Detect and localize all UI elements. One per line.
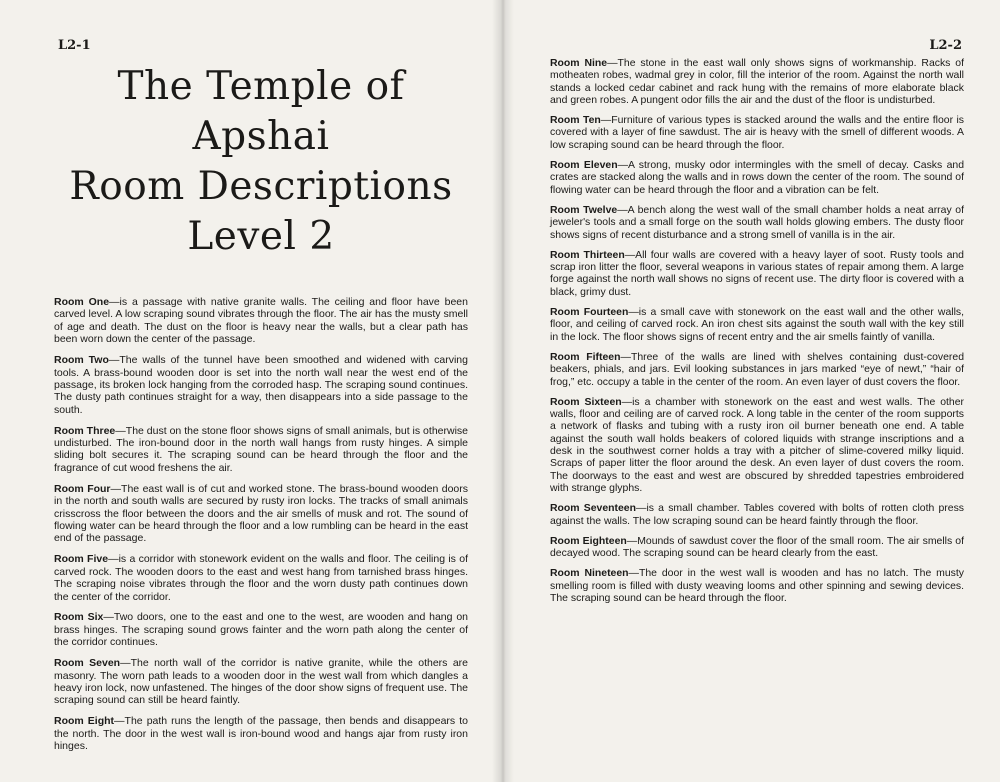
room-text: Furniture of various types is stacked around the walls and the entire floor is covered with a layer of fine sawdust. The air is heavy with the smell of different woods. A low scraping sound can be heard through the floor. (550, 115, 964, 151)
room-entry: Room Eight—The path runs the length of the passage, then bends and disappears to the north. The door in the west wall is iron-bound wood and hangs ajar from rusty iron hinges. (54, 715, 468, 753)
room-text: Three of the walls are lined with shelves containing dust-covered beakers, phials, and jars. Evil looking substances in jars marked “eye of newt,” “hair of frog,” etc. occupy a table in the center of the room. An even layer of dust covers the floor. (550, 351, 964, 388)
page-title (54, 62, 468, 262)
room-name: Room Nine (550, 58, 608, 69)
room-name: Room Fifteen (550, 351, 621, 363)
right-page (498, 0, 1000, 782)
room-name: Room One (54, 296, 110, 308)
room-text: is a chamber with stonework on the east and west walls. The other walls, floor and ceiling are of carved rock. A long table in the center of the room supports a network of flasks and tubing with a rusty iron oil burner beneath one end. A table against the south wall holds beakers of colored liquids with strange inscriptions and a desk in the southwest corner holds a tray with a pitcher of slime-covered milky liquid. Scraps of paper litter the floor around the desk. An even layer of dust covers the room. The doorways to the east and west are obscured by shredded tapestries embroidered with strange glyphs. (550, 396, 964, 494)
right-page-number: L2-2 (929, 38, 962, 53)
room-entry: Room Fourteen—is a small cave with stonework on the east wall and the other walls, floor, and ceiling of carved rock. An iron chest sits against the south wall with the key still in the lock. The floor shows signs of recent entry and the air smells faintly of vanilla. (550, 307, 965, 343)
left-page (0, 0, 498, 782)
room-text: is a small chamber. Tables covered with bolts of rotten cloth press against the walls. The low scraping sound can be heard faintly through the floor. (550, 503, 965, 527)
room-entry: Room Nineteen—The door in the west wall is wooden and has no latch. The musty smelling room is filled with dusty weaving looms and other spinning and sewing devices. The scraping sound can be heard through the floor. (550, 568, 964, 604)
room-name: Room Twelve (550, 204, 618, 216)
room-name: Room Fourteen (550, 307, 629, 319)
room-entry: Room Six—Two doors, one to the east and one to the west, are wooden and hang on brass hinges. The scraping sound grows fainter and the worn path along the center of the corridor continues. (54, 611, 468, 649)
room-text: is a passage with native granite walls. The ceiling and floor have been carved level. A low scraping sound vibrates through the floor. The air has the musty smell of age and death. The dust on the floor is heavy near the walls, but a clear path has been worn down the center of the passage. (54, 296, 468, 346)
room-text: A strong, musky odor intermingles with the smell of decay. Casks and crates are stacked along the walls and in rows down the center of the room. The sound of flowing water can be heard through the floor and a vibration can be felt. (550, 160, 965, 196)
room-text: The north wall of the corridor is native granite, while the others are masonry. The worn path leads to a wooden door in the west wall from which dangles a heavy iron lock, now unfastened. The hinges of the door show signs of frequent use. The scraping sound can still be heard faintly. (54, 657, 468, 707)
room-entry: Room Twelve—A bench along the west wall of the small chamber holds a neat array of jeweler's tools and a small forge on the south wall holds glowing embers. The dusty floor shows signs of recent disturbance and a strong smell of vanilla is in the air. (550, 204, 964, 241)
room-name: Room Nineteen (550, 568, 629, 580)
room-name: Room Seventeen (550, 503, 636, 515)
room-text: is a corridor with stonework evident on the walls and floor. The ceiling is of carved rock. The wooden doors to the east and west hang from tarnished brass hinges. The scraping noise vibrates through the floor and the worn dusty path continues down the center of the corridor. (54, 553, 468, 603)
room-entry: Room Four—The east wall is of cut and worked stone. The brass-bound wooden doors in the north and south walls are secured by rusty iron locks. The tracks of small animals crisscross the floor between the doors and the air smells of musk and rot. The sound of flowing water can be heard through the floor and a low rumbling can be heard in the east end of the passage. (54, 482, 469, 545)
room-text: The east wall is of cut and worked stone. The brass-bound wooden doors in the north and south walls are secured by rusty iron locks. The tracks of small animals crisscross the floor between the doors and the air smells of musk and rot. The sound of flowing water can be heard through the floor and a low rumbling can be heard in the east end of the passage. (54, 482, 469, 545)
room-name: Room Six (54, 611, 104, 624)
room-entry: Room Ten—Furniture of various types is stacked around the walls and the entire floor is covered with a layer of fine sawdust. The air is heavy with the smell of different woods. A low scraping sound can be heard through the floor. (550, 115, 964, 151)
room-text: The dust on the stone floor shows signs of small animals, but is otherwise undisturbed. The iron-bound door in the north wall hangs from rusty hinges. A simple sliding bolt secures it. The scraping sound can be heard through the floor and the fragrance of cut wood freshens the air. (54, 424, 468, 474)
room-text: A bench along the west wall of the small chamber holds a neat array of jeweler's tools and a small forge on the south wall holds glowing embers. The dusty floor shows signs of recent disturbance and a strong smell of vanilla is in the air. (550, 204, 964, 241)
room-name: Room Eleven (550, 160, 618, 172)
room-entry: Room One—is a passage with native granite walls. The ceiling and floor have been carved level. A low scraping sound vibrates through the floor. The air has the musty smell of age and death. The dust on the floor is heavy near the walls, but a clear path has been worn down the center of the passage. (54, 296, 468, 346)
room-name: Room Eighteen (550, 535, 627, 547)
room-name: Room Thirteen (550, 249, 625, 261)
room-text: Two doors, one to the east and one to the west, are wooden and hang on brass hinges. The scraping sound grows fainter and the worn path along the center of the corridor continues. (54, 611, 468, 649)
room-entry: Room Nine—The stone in the east wall only shows signs of workmanship. Racks of motheaten robes, wadmal grey in color, fill the interior of the room. Against the north wall stands a locked cedar cabinet and rack hung with the remains of more elaborate black and green robes. A pungent odor fills the air and the dust of the floor is undisturbed. (550, 58, 964, 106)
room-entry: Room Seven—The north wall of the corridor is native granite, while the others are masonry. The worn path leads to a wooden door in the west wall from which dangles a heavy iron lock, now unfastened. The hinges of the door show signs of frequent use. The scraping sound can still be heard faintly. (54, 657, 468, 707)
title-line: Level 2 (187, 214, 335, 259)
left-room-list (54, 296, 468, 753)
room-text: The path runs the length of the passage, then bends and disappears to the north. The door in the west wall is iron-bound wood and hangs ajar from rusty iron hinges. (54, 715, 468, 753)
room-name: Room Two (54, 354, 109, 367)
room-entry: Room Eleven—A strong, musky odor intermingles with the smell of decay. Casks and crates are stacked along the walls and in rows down the center of the room. The sound of flowing water can be heard through the floor and a vibration can be felt. (550, 160, 965, 196)
room-name: Room Seven (54, 657, 121, 670)
room-entry: Room Sixteen—is a chamber with stonework on the east and west walls. The other walls, floor and ceiling are of carved rock. A long table in the center of the room supports a network of flasks and tubing with a rusty iron oil burner beneath one end. A table against the south wall holds beakers of colored liquids with strange inscriptions and a desk in the southwest corner holds a tray with a pitcher of slime-covered milky liquid. Scraps of paper litter the floor around the desk. An even layer of dust covers the room. The doorways to the east and west are obscured by shredded tapestries embroidered with strange glyphs. (550, 396, 964, 494)
left-page-number: L2-1 (58, 38, 91, 53)
room-name: Room Ten (550, 115, 601, 127)
room-text: The walls of the tunnel have been smoothed and widened with carving tools. A brass-bound wooden door is set into the north wall near the west end of the passage, its broken lock hanging from the corroded hasp. The scraping sound continues. The dusty path continues straight for a way, then disappears into a side passage to the south. (54, 354, 468, 416)
room-entry: Room Seventeen—is a small chamber. Tables covered with bolts of rotten cloth press against the walls. The low scraping sound can be heard faintly through the floor. (550, 503, 965, 527)
room-name: Room Sixteen (550, 396, 622, 408)
title-line: The Temple of Apshai (117, 64, 405, 159)
room-name: Room Four (54, 482, 111, 495)
title-line: Room Descriptions (69, 164, 453, 209)
room-name: Room Eight (54, 715, 115, 728)
room-name: Room Five (54, 553, 109, 566)
room-entry: Room Fifteen—Three of the walls are lined with shelves containing dust-covered beakers, phials, and jars. Evil looking substances in jars marked “eye of newt,” “hair of frog,” etc. occupy a table in the center of the room. An even layer of dust covers the floor. (550, 351, 964, 388)
room-text: Mounds of sawdust cover the floor of the small room. The air smells of decayed wood. The scraping sound can be heard clearly from the east. (550, 535, 965, 560)
room-entry: Room Eighteen—Mounds of sawdust cover the floor of the small room. The air smells of decayed wood. The scraping sound can be heard clearly from the east. (550, 535, 965, 560)
room-entry: Room Two—The walls of the tunnel have been smoothed and widened with carving tools. A brass-bound wooden door is set into the north wall near the west end of the passage, its broken lock hanging from the corroded hasp. The scraping sound continues. The dusty path continues straight for a way, then disappears into a side passage to the south. (54, 354, 468, 416)
room-entry: Room Three—The dust on the stone floor shows signs of small animals, but is otherwise undisturbed. The iron-bound door in the north wall hangs from rusty hinges. A simple sliding bolt secures it. The scraping sound can be heard through the floor and the fragrance of cut wood freshens the air. (54, 424, 468, 474)
room-text: The stone in the east wall only shows signs of workmanship. Racks of motheaten robes, wadmal grey in color, fill the interior of the room. Against the north wall stands a locked cedar cabinet and rack hung with the remains of more elaborate black and green robes. A pungent odor fills the air and the dust of the floor is undisturbed. (550, 58, 964, 106)
right-room-list (550, 58, 964, 605)
room-entry: Room Five—is a corridor with stonework evident on the walls and floor. The ceiling is of carved rock. The wooden doors to the east and west hang from tarnished brass hinges. The scraping noise vibrates through the floor and the worn dusty path continues down the center of the corridor. (54, 553, 468, 603)
room-text: is a small cave with stonework on the east wall and the other walls, floor, and ceiling of carved rock. An iron chest sits against the south wall with the key still in the lock. The floor shows signs of recent entry and the air smells faintly of vanilla. (550, 307, 965, 343)
room-text: The door in the west wall is wooden and has no latch. The musty smelling room is filled with dusty weaving looms and other spinning and sewing devices. The scraping sound can be heard through the floor. (550, 568, 964, 604)
room-entry: Room Thirteen—All four walls are covered with a heavy layer of soot. Rusty tools and scrap iron litter the floor, several weapons in various states of repair among them. A large forge against the north wall shows no signs of recent use. The dirty floor is covered with a black, grimy dust. (550, 249, 964, 298)
room-name: Room Three (54, 424, 116, 437)
room-text: All four walls are covered with a heavy layer of soot. Rusty tools and scrap iron litter the floor, several weapons in various states of repair among them. A large forge against the north wall shows no signs of recent use. The dirty floor is covered with a black, grimy dust. (550, 249, 964, 298)
